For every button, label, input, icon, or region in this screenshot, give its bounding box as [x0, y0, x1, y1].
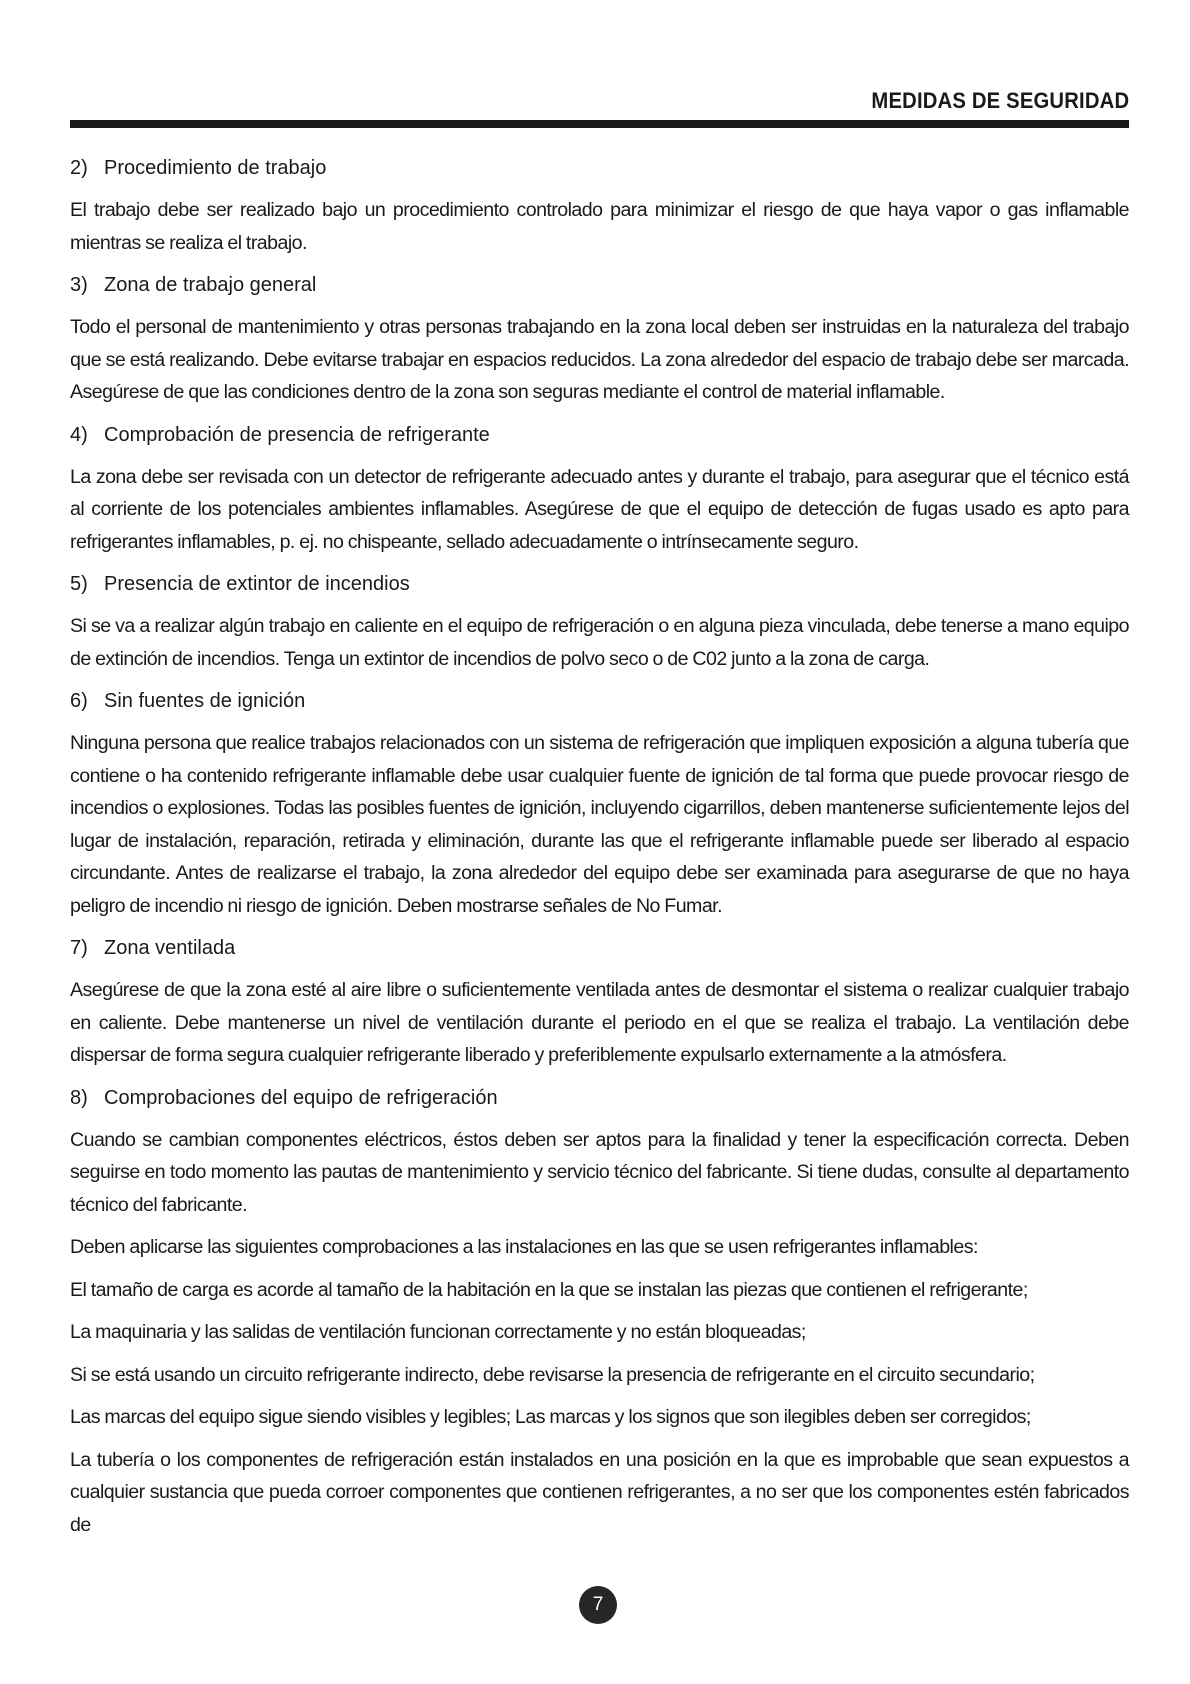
section-title: Sin fuentes de ignición [104, 690, 306, 712]
section-heading [70, 152, 1129, 184]
paragraph: Asegúrese de que la zona esté al aire libre o suficientemente ventilada antes de desmontar el sistema o realizar cualquier trabajo en caliente. Debe mantenerse un nivel de ventilación durante el periodo en el que se realiza el trabajo. La ventilación debe dispersar de forma segura cualquier refrigerante liberado y preferiblemente expulsarlo externamente a la atmósfera. [70, 979, 1129, 1066]
section-heading [70, 1082, 1129, 1114]
section-title: Zona ventilada [104, 937, 236, 959]
section-heading [70, 269, 1129, 301]
section-heading [70, 419, 1129, 451]
section-title: Zona de trabajo general [104, 274, 317, 296]
paragraph: El tamaño de carga es acorde al tamaño de la habitación en la que se instalan las piezas que contienen el refrigerante; [70, 1278, 1028, 1301]
paragraph: Deben aplicarse las siguientes comprobaciones a las instalaciones en las que se usen refrigerantes inflamables: [70, 1236, 978, 1258]
paragraph: El trabajo debe ser realizado bajo un procedimiento controlado para minimizar el riesgo de que haya vapor o gas inflamable mientras se realiza el trabajo. [70, 199, 1129, 254]
paragraph: Ninguna persona que realice trabajos relacionados con un sistema de refrigeración que impliquen exposición a alguna tubería que contiene o ha contenido refrigerante inflamable debe usar cualquier fuente de ignición de tal forma que puede provocar riesgo de incendios o explosiones. Todas las posibles fuentes de ignición, incluyendo cigarrillos, deben mantenerse suficientemente lejos del lugar de instalación, reparación, retirada y eliminación, durante las que el refrigerante inflamable puede ser liberado al espacio circundante. Antes de realizarse el trabajo, la zona alrededor del equipo debe ser examinada para asegurarse de que no haya peligro de incendio ni riesgo de ignición. Deben mostrarse señales de No Fumar. [70, 732, 1129, 917]
paragraph: Todo el personal de mantenimiento y otras personas trabajando en la zona local deben ser instruidas en la naturaleza del trabajo que se está realizando. Debe evitarse trabajar en espacios reducidos. La zona alrededor del espacio de trabajo debe ser marcada. Asegúrese de que las condiciones dentro de la zona son seguras mediante el control de material inflamable. [70, 316, 1129, 403]
section-title: Presencia de extintor de incendios [104, 573, 410, 595]
section-number: 6) [70, 690, 88, 712]
section-title: Comprobación de presencia de refrigerante [104, 423, 490, 446]
paragraph: La tubería o los componentes de refrigeración están instalados en una posición en la que es improbable que sean expuestos a cualquier sustancia que pueda corroer componentes que contienen refrigerantes, a no ser que los componentes estén fabricados de [70, 1448, 1129, 1536]
section-number: 4) [70, 423, 88, 446]
section-number: 5) [70, 573, 88, 595]
section-heading [70, 568, 1129, 600]
section-number: 3) [70, 274, 88, 296]
paragraph: Las marcas del equipo sigue siendo visibles y legibles; Las marcas y los signos que son ilegibles deben ser corregidos; [70, 1406, 1031, 1428]
section-title: Procedimiento de trabajo [104, 157, 327, 179]
paragraph: Si se está usando un circuito refrigerante indirecto, debe revisarse la presencia de refrigerante en el circuito secundario; [70, 1363, 1035, 1386]
section-heading [70, 932, 1129, 964]
section-number: 2) [70, 157, 88, 179]
header-rule [70, 120, 1129, 128]
section-number: 7) [70, 937, 88, 959]
page-title: MEDIDAS DE SEGURIDAD [871, 88, 1129, 113]
document-body [70, 152, 1129, 1551]
page-number-badge: 7 [579, 1586, 617, 1624]
section-heading [70, 685, 1129, 717]
page-header [70, 84, 1129, 132]
paragraph: Cuando se cambian componentes eléctricos, éstos deben ser aptos para la finalidad y tener la especificación correcta. Deben seguirse en todo momento las pautas de mantenimiento y servicio técnico del fabricante. Si tiene dudas, consulte al departamento técnico del fabricante. [70, 1128, 1129, 1216]
paragraph: Si se va a realizar algún trabajo en caliente en el equipo de refrigeración o en alguna pieza vinculada, debe tenerse a mano equipo de extinción de incendios. Tenga un extintor de incendios de polvo seco o de C02 junto a la zona de carga. [70, 615, 1129, 670]
section-number: 8) [70, 1086, 88, 1109]
paragraph: La zona debe ser revisada con un detector de refrigerante adecuado antes y durante el trabajo, para asegurar que el técnico está al corriente de los potenciales ambientes inflamables. Asegúrese de que el equipo de detección de fugas usado es apto para refrigerantes inflamables, p. ej. no chispeante, sellado adecuadamente o intrínsecamente seguro. [70, 465, 1129, 553]
section-title: Comprobaciones del equipo de refrigeración [104, 1086, 498, 1109]
paragraph: La maquinaria y las salidas de ventilación funcionan correctamente y no están bloqueadas; [70, 1321, 806, 1343]
